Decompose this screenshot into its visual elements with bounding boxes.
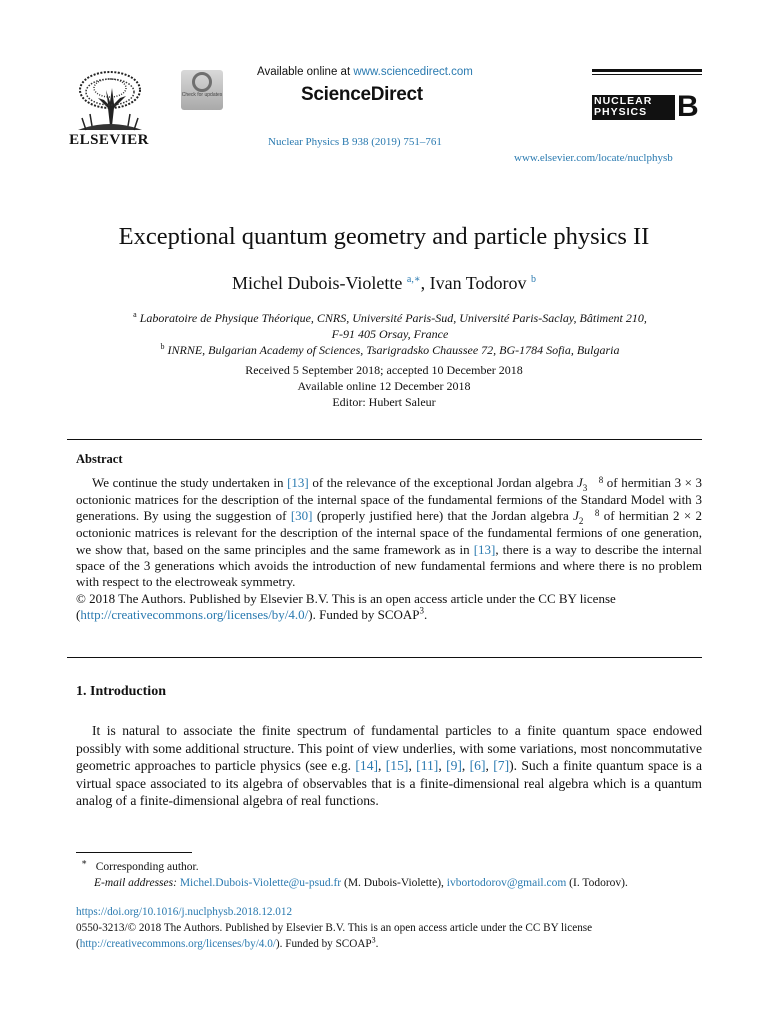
abstract-text: We continue the study undertaken in bbox=[92, 475, 284, 490]
citation-link[interactable]: [15] bbox=[385, 758, 409, 774]
abstract-body bbox=[76, 475, 702, 623]
nuclear-physics-b-logo bbox=[592, 90, 702, 123]
citation-link[interactable]: [14] bbox=[355, 758, 379, 774]
received-date: Received 5 September 2018; accepted 10 December 2018 bbox=[245, 363, 523, 377]
email-owner: (I. Todorov). bbox=[569, 877, 628, 889]
license-text: ). Funded by SCOAP bbox=[308, 606, 420, 622]
citation-link[interactable]: [13] bbox=[287, 475, 309, 490]
journal-reference-link[interactable]: Nuclear Physics B 938 (2019) 751–761 bbox=[268, 136, 442, 148]
footer-superscript: 3 bbox=[371, 935, 376, 945]
editor: Editor: Hubert Saleur bbox=[332, 395, 436, 409]
check-for-updates-badge[interactable] bbox=[181, 70, 223, 110]
author-name: Michel Dubois-Violette bbox=[231, 273, 403, 293]
abstract-text: , there is a way to describe the internal space of the 3 generations which avoids the introduction of new fundamental fermions and where there is no problem with respect to the electroweak symmetry. bbox=[76, 541, 703, 590]
license-text: © 2018 The Authors. Published by Elsevier B.V. This is an open access article under the CC BY license bbox=[76, 590, 616, 606]
footnote-rule bbox=[76, 852, 192, 853]
license-superscript: 3 bbox=[419, 605, 425, 616]
logo-line-1: NUCLEAR bbox=[594, 95, 653, 107]
footnote-mark: ∗ bbox=[81, 857, 88, 868]
author-list bbox=[0, 273, 768, 294]
affiliation-mark: b bbox=[160, 342, 165, 351]
footnote bbox=[76, 859, 702, 891]
abstract-heading: Abstract bbox=[76, 452, 123, 466]
affiliation-line: Laboratoire de Physique Théorique, CNRS, Université Paris-Sud, Université Paris-Saclay, Bâtiment 210, bbox=[139, 311, 647, 325]
math-superscript: 8 bbox=[594, 508, 600, 519]
abstract-text: of hermitian 3 × 3 octonionic matrices for the description of the internal space of the fundamental fermions of the Standard Model with 3 generations. By using the suggestion of bbox=[76, 475, 703, 524]
license-link[interactable]: http://creativecommons.org/licenses/by/4.0/ bbox=[80, 606, 309, 622]
issn-copyright: 0550-3213/© 2018 The Authors. Published by Elsevier B.V. This is an open access article under the CC BY license bbox=[76, 922, 593, 934]
math-subscript: 3 bbox=[582, 483, 588, 494]
online-date: Available online 12 December 2018 bbox=[297, 379, 471, 393]
email-link[interactable]: ivbortodorov@gmail.com bbox=[446, 877, 567, 889]
author-affiliation-marks[interactable]: b bbox=[531, 274, 537, 285]
sciencedirect-link[interactable]: www.sciencedirect.com bbox=[353, 66, 473, 78]
abstract-top-rule bbox=[67, 439, 702, 440]
author-separator: , bbox=[420, 273, 430, 293]
citation-link[interactable]: [6] bbox=[469, 758, 486, 774]
affiliation-line: INRNE, Bulgarian Academy of Sciences, Tsarigradsko Chaussee 72, BG-1784 Sofia, Bulgaria bbox=[167, 343, 620, 357]
license-link[interactable]: http://creativecommons.org/licenses/by/4.0/ bbox=[79, 938, 276, 950]
header-rule-thin bbox=[592, 74, 702, 75]
publisher-wordmark: ELSEVIER bbox=[69, 132, 149, 148]
math-symbol: J bbox=[573, 508, 579, 524]
citation-link[interactable]: [13] bbox=[473, 541, 496, 557]
logo-line-2: PHYSICS bbox=[594, 106, 648, 118]
header-rule-thick bbox=[592, 69, 702, 72]
author-name: Ivan Todorov bbox=[429, 273, 527, 293]
math-superscript: 8 bbox=[598, 475, 604, 486]
abstract-text: (properly justified here) that the Jordan algebra bbox=[316, 508, 569, 524]
affiliation-a bbox=[90, 310, 690, 342]
license-text: . bbox=[424, 606, 428, 622]
affiliation-b bbox=[90, 342, 690, 358]
doi-link[interactable]: https://doi.org/10.1016/j.nuclphysb.2018.12.012 bbox=[76, 906, 293, 918]
citation-link[interactable]: [30] bbox=[290, 508, 313, 524]
updates-badge-text: Check for updates bbox=[181, 92, 223, 98]
math-subscript: 2 bbox=[578, 516, 584, 527]
footer-text: ( bbox=[76, 938, 80, 950]
math-symbol: J bbox=[576, 475, 583, 490]
author-affiliation-marks[interactable]: a,∗ bbox=[406, 274, 421, 285]
abstract-bottom-rule bbox=[67, 657, 702, 658]
footer-text: ). Funded by SCOAP bbox=[275, 938, 372, 950]
footnote-text: Corresponding author. bbox=[95, 861, 199, 873]
introduction-paragraph: It is natural to associate the finite spectrum of fundamental particles to a finite quantum space endowed possibly with some additional structure. This point of view underlies, with some variations, most noncommutative geometric approaches to particle physics (see e.g. [14], [15], [11], [9], [6], [7]). Such a finite quantum space is a virtual space associated to its algebra of observables that is a finite-dimensional real algebra which is a quantum analog of a finite-dimensional algebra of real functions. bbox=[76, 723, 703, 809]
logo-letter: B bbox=[677, 90, 699, 123]
paper-title: Exceptional quantum geometry and particle physics II bbox=[118, 223, 650, 250]
available-prefix: Available online at bbox=[257, 66, 354, 78]
abstract-text: of the relevance of the exceptional Jordan algebra bbox=[312, 475, 574, 490]
affiliation-mark: a bbox=[133, 310, 137, 319]
journal-homepage-link[interactable]: www.elsevier.com/locate/nuclphysb bbox=[514, 152, 673, 164]
bookmark-icon bbox=[192, 72, 212, 92]
citation-link[interactable]: [11] bbox=[416, 758, 439, 774]
sciencedirect-logo: ScienceDirect bbox=[301, 84, 423, 105]
citation-link[interactable]: [7] bbox=[493, 758, 510, 774]
email-owner: (M. Dubois-Violette), bbox=[343, 877, 444, 889]
available-online bbox=[257, 66, 473, 78]
citation-link[interactable]: [9] bbox=[446, 758, 462, 774]
article-footer bbox=[76, 904, 702, 952]
abstract-text: of hermitian 2 × 2 octonionic matrices is relevant for the description of the internal space of the fundamental fermions of one generation, we show that, based on the same principles and the same framework as in bbox=[76, 508, 703, 557]
body-text: It is natural to associate the finite spectrum of fundamental particles to a finite quantum space endowed possibly with some additional structure. This point of view underlies, with some variations, most noncommutative geometric approaches to particle physics (see e.g. bbox=[76, 723, 702, 774]
email-link[interactable]: Michel.Dubois-Violette@u-psud.fr bbox=[179, 877, 342, 889]
affiliation-line: F-91 405 Orsay, France bbox=[331, 327, 449, 341]
footer-text: . bbox=[375, 938, 379, 950]
body-text: ). Such a finite quantum space is a virtual space associated to its algebra of observables that is a finite-dimensional real algebra which is a quantum analog of a finite-dimensional algebra of real functions. bbox=[76, 758, 703, 809]
section-heading-introduction: 1. Introduction bbox=[76, 684, 166, 699]
license-text: ( bbox=[76, 606, 81, 622]
email-label: E-mail addresses: bbox=[94, 877, 177, 889]
